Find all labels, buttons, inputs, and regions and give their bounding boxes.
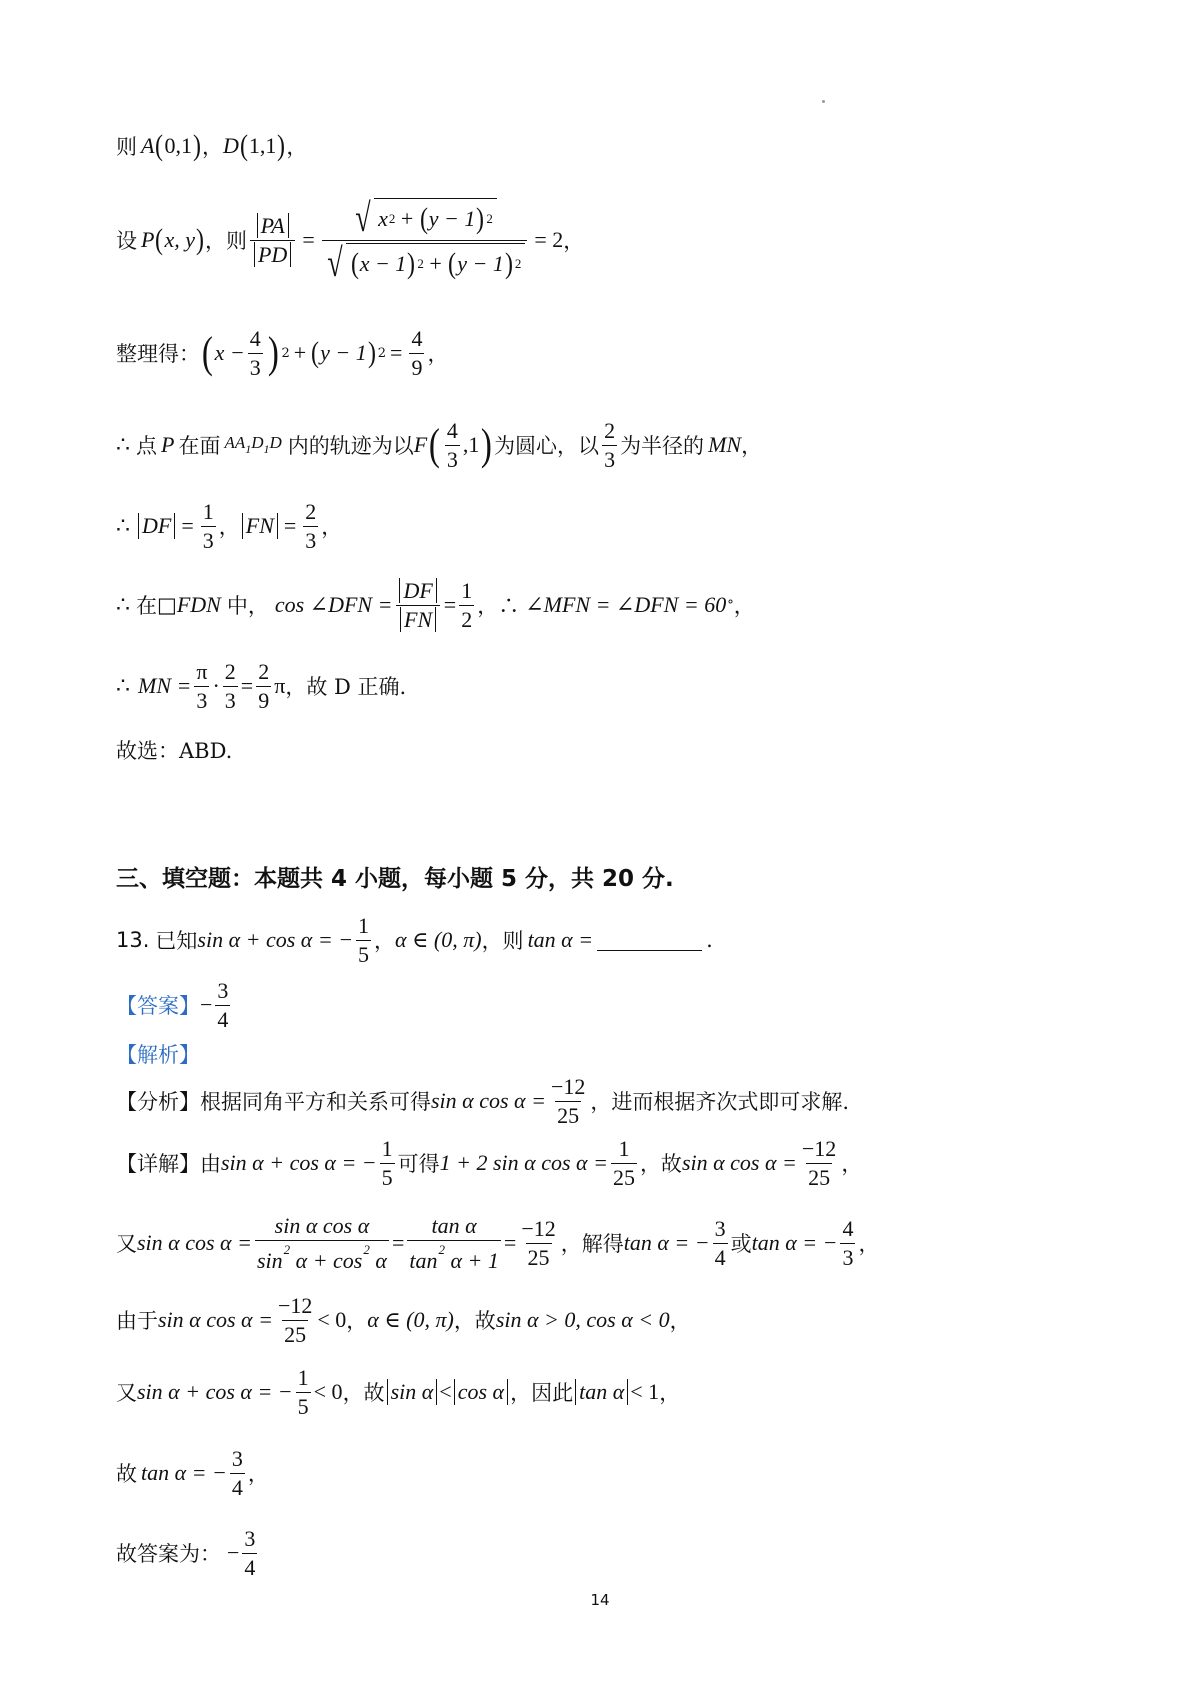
fraction: $\frac{1}{5}$ — [358, 913, 370, 967]
fraction: $\frac{1}{5}$ — [381, 1136, 393, 1190]
text: ， — [669, 1309, 691, 1333]
text: 整理得： — [116, 342, 200, 366]
pi: π — [274, 673, 286, 698]
analysis-tag: 【解析】 — [116, 1043, 200, 1067]
abs-cos: cos α — [454, 1379, 508, 1405]
text: ，则 — [204, 229, 247, 253]
face-label: D — [269, 433, 282, 452]
text: ，因此 — [510, 1381, 574, 1405]
text: 在面 — [178, 434, 221, 458]
expr: sin α > 0, cos α < 0 — [495, 1307, 670, 1332]
paren: ) — [195, 223, 204, 256]
range: α ∈ (0, π) — [395, 927, 482, 952]
lt: < — [439, 1379, 452, 1404]
expr: sin α cos α = — [681, 1150, 797, 1175]
text: 为圆心，以 — [494, 434, 600, 458]
paren: ) — [267, 328, 279, 377]
f-y: ,1 — [462, 432, 480, 457]
text: ，∴ — [477, 594, 520, 618]
answer-tag: 【答案】 — [116, 994, 200, 1018]
tri-fdn: FDN — [176, 592, 221, 617]
paren: ( — [201, 328, 213, 377]
expr: sin α cos α = — [158, 1307, 273, 1332]
sign: − — [227, 1540, 240, 1565]
face-label: AA — [224, 433, 246, 452]
text: 由于 — [116, 1309, 158, 1333]
text: 又 — [116, 1232, 137, 1256]
point-f: F — [413, 432, 428, 457]
expr: < 0 — [313, 1379, 343, 1404]
pd: PD — [254, 242, 291, 267]
text: 故 — [116, 1462, 137, 1486]
text: ， — [841, 1152, 863, 1176]
expr: sin α cos α = — [431, 1088, 546, 1113]
text: ， — [563, 229, 585, 253]
triangle-icon: □ — [157, 593, 177, 617]
expr: sin α + cos α = − — [137, 1379, 293, 1404]
text: ， — [218, 515, 240, 539]
sqrt-num: √ x 2 + ( y − 1 ) 2 — [352, 198, 497, 238]
text: . — [706, 928, 713, 952]
expr: tan α = − — [141, 1460, 227, 1485]
text: ， — [346, 1309, 368, 1333]
y-term: y − 1 — [428, 206, 476, 232]
text: ，进而根据齐次式即可求解. — [590, 1090, 850, 1114]
text: ， — [733, 594, 755, 618]
text: ，故 — [453, 1309, 496, 1333]
ratio-fraction — [250, 214, 295, 265]
text: 为半径的 — [620, 434, 705, 458]
fraction: $\frac{3}{4}$ — [714, 1216, 726, 1270]
point-d: D — [222, 133, 239, 158]
expr: tan α = − — [623, 1230, 710, 1255]
paren: ) — [277, 129, 286, 162]
fraction: $\frac{3}{4}$ — [231, 1446, 243, 1500]
text: ，故 — [639, 1152, 682, 1176]
page-number: 14 — [590, 1591, 610, 1609]
point-a: A — [141, 133, 155, 158]
point-p: P — [141, 227, 155, 252]
fraction: $\frac{2}{3}$ — [305, 499, 317, 553]
scan-dot — [822, 100, 825, 103]
text: 点 — [136, 434, 157, 458]
text: 根据同角平方和关系可得 — [200, 1090, 431, 1114]
mn: MN = — [138, 673, 192, 698]
equals: = — [240, 673, 254, 698]
d-coord: 1,1 — [248, 133, 277, 158]
answer-blank[interactable] — [597, 930, 702, 951]
expr: < 0 — [317, 1307, 347, 1332]
equals: = 2 — [534, 227, 564, 252]
expr: 1 + 2 sin α cos α = — [439, 1150, 608, 1175]
equals: = — [443, 592, 457, 617]
pa: PA — [257, 213, 289, 238]
text: 在 — [136, 594, 157, 618]
text: ， — [741, 434, 763, 458]
text: ， — [247, 1462, 269, 1486]
text: ，解得 — [560, 1232, 624, 1256]
text: 设 — [116, 229, 137, 253]
a-coord: 0,1 — [164, 133, 192, 158]
heading-text: 三、填空题：本题共 4 小题，每小题 5 分，共 20 分. — [116, 865, 674, 892]
fraction: $\frac{-12}{25}$ — [521, 1216, 556, 1270]
fraction: $\frac{2}{3}$ — [224, 659, 236, 713]
x: x — [378, 206, 388, 232]
therefore: ∴ — [116, 673, 130, 698]
text: ， — [858, 1232, 880, 1256]
therefore: ∴ — [116, 432, 130, 457]
angle-eq: ∠MFN = ∠DFN = 60 — [525, 592, 727, 617]
fraction: $\frac{-12}{25}$ — [277, 1293, 313, 1347]
fraction: $\frac{1}{2}$ — [461, 578, 473, 632]
text: 由 — [200, 1152, 221, 1176]
text: 可得 — [397, 1152, 440, 1176]
expr: sin α + cos α = − — [197, 927, 354, 952]
text: 内的轨迹为以 — [287, 434, 414, 458]
fraction: $\frac{-12}{25}$ — [550, 1074, 586, 1128]
paren: ) — [192, 129, 201, 162]
paren: ( — [155, 129, 164, 162]
fraction: $\frac{\text{tan α}}{\tan^2 \alpha + 1}$ — [409, 1213, 499, 1273]
sqrt-den: √ ( x − 1 ) 2 + ( y − 1 ) 2 — [324, 243, 526, 283]
expr: tan α = − — [751, 1230, 838, 1255]
therefore: ∴ — [116, 513, 130, 538]
fraction: $\frac{3}{4}$ — [217, 978, 229, 1032]
point-p: P — [161, 432, 175, 457]
equals: = — [503, 1230, 517, 1255]
text: ，则 — [481, 929, 524, 953]
fraction: $\frac{-12}{25}$ — [801, 1136, 837, 1190]
fraction: $\frac{4}{3}$ — [842, 1216, 854, 1270]
tan-expr: tan α = — [527, 927, 594, 952]
sign: − — [200, 992, 213, 1017]
p-coord: x, y — [164, 227, 195, 252]
fraction: $\frac{4}{9}$ — [411, 326, 423, 380]
equals: = — [391, 1230, 405, 1255]
fraction: $\frac{1}{3}$ — [202, 499, 214, 553]
text: ， — [659, 1381, 681, 1405]
text: 故选：ABD. — [116, 739, 233, 763]
fraction: 4 3 — [446, 418, 458, 472]
arc-mn: MN — [708, 432, 742, 457]
xiangjie-tag: 【详解】 — [116, 1152, 200, 1176]
y-term: y − 1 — [457, 251, 504, 277]
fraction: $\frac{3}{4}$ — [244, 1526, 256, 1580]
x-term: x − 1 — [359, 251, 407, 277]
fraction: 2 3 — [604, 418, 616, 472]
degree: ° — [727, 597, 734, 613]
fraction: $\frac{DF}{FN}$ — [395, 579, 440, 630]
text: ， — [201, 135, 223, 159]
therefore: ∴ — [116, 592, 130, 617]
fenxi-tag: 【分析】 — [116, 1090, 200, 1114]
abs-sin: sin α — [387, 1379, 438, 1405]
text: ， — [286, 135, 308, 159]
x-term: x − — [214, 340, 245, 365]
text: 又 — [116, 1381, 137, 1405]
text: 或 — [730, 1232, 752, 1256]
fraction: $\frac{1}{5}$ — [297, 1365, 309, 1419]
df: DF — [138, 513, 175, 539]
fraction: $\frac{\text{sin α cos α}}{\sin^2 \alpha + \cos^2 \alpha}$ — [256, 1213, 387, 1273]
text: 则 — [116, 135, 137, 159]
distance-fraction — [322, 194, 528, 285]
text: ， — [321, 515, 343, 539]
paren: ( — [239, 129, 248, 162]
text: ，故 — [342, 1381, 385, 1405]
fraction: $\frac{\pi}{3}$ — [196, 659, 208, 713]
text: ，故 D 正确. — [285, 675, 407, 699]
text: ， — [374, 929, 396, 953]
range: α ∈ (0, π) — [367, 1307, 454, 1332]
y-term: y − 1 — [320, 340, 367, 365]
abs-tan: tan α — [575, 1379, 628, 1405]
paren: ( — [155, 223, 164, 256]
face-label: D — [251, 433, 264, 452]
text: 已知 — [155, 929, 198, 953]
expr: < 1 — [630, 1379, 660, 1404]
fraction: $\frac{4}{3}$ — [249, 326, 261, 380]
question-number: 13. — [116, 928, 150, 952]
cos-expr: cos ∠DFN = — [274, 592, 393, 617]
text: 中， — [226, 594, 269, 618]
expr: sin α + cos α = − — [221, 1150, 377, 1175]
text: 故答案为： — [116, 1542, 221, 1566]
fn: FN — [242, 513, 278, 539]
text: ， — [427, 342, 449, 366]
fraction: $\frac{2}{9}$ — [258, 659, 270, 713]
expr: sin α cos α = — [137, 1230, 252, 1255]
fraction: $\frac{1}{25}$ — [612, 1136, 635, 1190]
